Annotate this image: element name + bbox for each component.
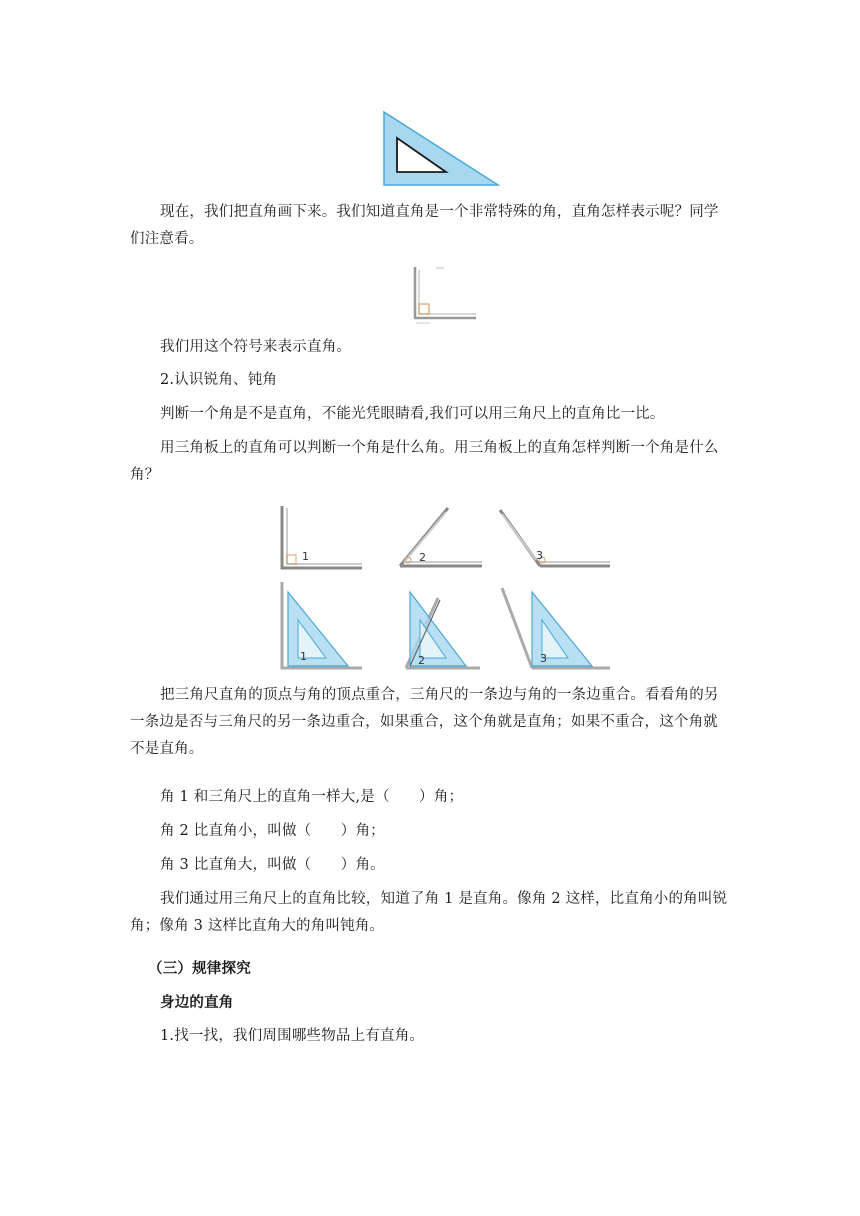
paragraph-symbol: 我们用这个符号来表示直角。 (160, 339, 352, 355)
angle-3-label: 3 (536, 549, 543, 562)
subheading-nearby-right-angles: 身边的直角 (160, 994, 234, 1011)
angles-figure-bottom-row (270, 578, 615, 674)
angles-figure-top-row (270, 500, 615, 576)
paragraph-angle2-blank: 角 2 比直角小，叫做（ ）角； (160, 823, 385, 839)
paragraph-angle1-blank: 角 1 和三角尺上的直角一样大,是（ ）角； (160, 789, 464, 805)
paragraph-conclusion: 我们通过用三角尺上的直角比较，知道了角 1 是直角。像角 2 这样，比直角小的角叫锐角；像角 3 这样比直角大的角叫钝角。 (130, 891, 728, 934)
angle-2-label-bottom: 2 (418, 654, 425, 667)
paragraph-find-items: 1.找一找，我们周围哪些物品上有直角。 (160, 1028, 425, 1044)
section-heading-rule-exploration: （三）规律探究 (148, 960, 251, 977)
paragraph-method: 把三角尺直角的顶点与角的顶点重合，三角尺的一条边与角的一条边重合。看看角的另一条边是否与三角尺的另一条边重合，如果重合，这个角就是直角；如果不重合，这个角就不是直角。 (130, 687, 719, 757)
paragraph-heading-acute-obtuse: 2.认识锐角、钝角 (160, 372, 278, 388)
paragraph-judge: 判断一个角是不是直角，不能光凭眼睛看,我们可以用三角尺上的直角比一比。 (160, 406, 665, 422)
angle-1-label: 1 (302, 550, 309, 563)
set-square-figure (378, 108, 504, 188)
paragraph-question: 用三角板上的直角可以判断一个角是什么角。用三角板上的直角怎样判断一个角是什么角？ (130, 440, 719, 483)
angle-2-label: 2 (419, 551, 426, 564)
paragraph-angle3-blank: 角 3 比直角大，叫做（ ）角。 (160, 857, 385, 873)
angle-1-label-bottom: 1 (300, 650, 307, 663)
paragraph-intro: 现在，我们把直角画下来。我们知道直角是一个非常特殊的角，直角怎样表示呢？同学们注意看。 (130, 204, 719, 247)
angle-3-label-bottom: 3 (540, 652, 547, 665)
right-angle-symbol-figure (406, 264, 482, 326)
